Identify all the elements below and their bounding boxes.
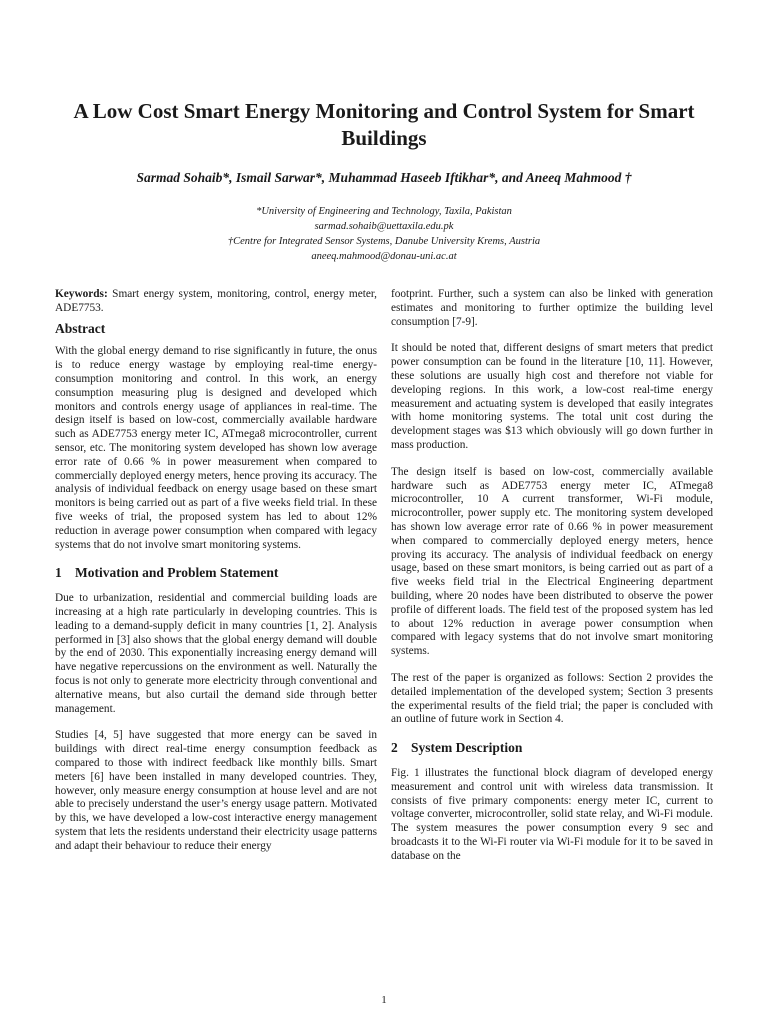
section-1-paragraph: Studies [4, 5] have suggested that more energy can be saved in buildings with direct real-time energy consumption feedback as compared to those with indirect feedback like monthly bills. Smart meters [6] have been installed in many developed countries. They, however, only measure energy consumption at house level and are not able to precisely understand the user’s energy usage pattern. Motivated by this, we have developed a low-cost interactive energy management system that lets the residents understand their electricity usage patterns and adapt their behaviour to reduce their energy (55, 729, 377, 852)
section-1-paragraph: The rest of the paper is organized as follows: Section 2 provides the detailed implementation of the developed system; Section 3 presents the experimental results of the field trial; the paper is concluded with an outline of future work in Section 4. (391, 671, 713, 726)
left-column (55, 288, 377, 866)
affiliation-2: †Centre for Integrated Sensor Systems, Danube University Krems, Austria (227, 236, 541, 247)
section-1-paragraph: It should be noted that, different designs of smart meters that predict power consumption can be found in the literature [10, 11]. However, these solutions are usually high cost and therefore not viable for developing regions. In this work, a low-cost real-time energy measurement and actuating system is developed that easily integrates with home monitoring systems. The total unit cost during the development stages was $13 which obviously will go down further in mass production. (391, 342, 713, 451)
paper-title: A Low Cost Smart Energy Monitoring and Control System for Smart Buildings (73, 99, 695, 150)
author-list: Sarmad Sohaib*, Ismail Sarwar*, Muhammad Haseeb Iftikhar*, and Aneeq Mahmood † (136, 170, 632, 185)
section-1-heading (55, 566, 377, 580)
keywords-text: Smart energy system, monitoring, control, energy meter, ADE7753. (55, 288, 377, 314)
section-2-heading (391, 741, 713, 755)
section-1-paragraph: The design itself is based on low-cost, commercially available hardware such as ADE7753 energy meter IC, ATmega8 microcontroller, 10 A current transformer, Wi-Fi module, microcontroller, power supply etc. The monitoring system developed has shown low average error rate of 0.66 % in power measurement when compared to commercially deployed energy meters, hence proving its accuracy. The analysis of individual feedback on energy usage, based on these smart monitors, is being carried out as part of a five weeks field trial in the Electrical Engineering department building, where 20 nodes have been distributed to observe the power profile of different loads. The field test of the proposed system has led to about 12% reduction in average power consumption when compared with legacy systems that do not involve smart monitoring systems. (391, 465, 713, 658)
page-number: 1 (381, 994, 387, 1006)
section-1-paragraph: footprint. Further, such a system can also be linked with generation estimates and monitoring to further optimize the building level consumption [7-9]. (391, 288, 713, 328)
keywords-label: Keywords: (55, 288, 108, 300)
keywords (55, 288, 377, 316)
affiliation-1: *University of Engineering and Technology, Taxila, Pakistan (256, 206, 512, 217)
section-1-paragraph: Due to urbanization, residential and commercial building loads are increasing at a high rate particularly in developing countries. This is leading to a demand-supply deficit in many countries [1, 2]. Analysis performed in [3] also shows that the global energy demand will double by the end of 2030. This exponentially increasing energy demand will have negative repercussions on the environment as well. Naturally the focus is not only to generate more electricity through conventional and alternative means, but also curtail the demand side through better management. (55, 592, 377, 715)
affiliation-2-email: aneeq.mahmood@donau-uni.ac.at (311, 251, 457, 262)
section-2-paragraph: Fig. 1 illustrates the functional block diagram of developed energy measurement and control unit with wireless data transmission. It consists of five primary components: energy meter IC, current to voltage converter, microcontroller, solid state relay, and Wi-Fi module. The system measures the power consumption every 9 sec and broadcasts it to the Wi-Fi router via Wi-Fi module for it to be saved in database on the (391, 766, 713, 862)
section-1-number: 1 (55, 565, 62, 581)
abstract-heading: Abstract (55, 320, 106, 336)
abstract-text: With the global energy demand to rise significantly in future, the onus is to reduce energy wastage by employing real-time energy-consumption monitoring and control. In this work, an energy consumption measuring plug is designed and developed which monitors and controls energy usage of appliances in real-time. The design itself is based on low-cost, commercially available hardware such as ADE7753 energy meter IC, ATmega8 microcontroller, current sensor, etc. The monitoring system developed has shown low average error rate of 0.66 % in power measurement when compared to commercially deployed energy meters, hence proving its accuracy. The analysis of individual feedback on energy usage based on these smart monitors is being carried out as part of a five weeks field trial. In these five weeks of trial, the proposed system has led to about 12% reduction in average power consumption when compared with legacy systems that do not involve smart monitoring systems. (55, 345, 377, 551)
right-column (391, 288, 713, 876)
section-1-title: Motivation and Problem Statement (75, 565, 279, 581)
section-2-number: 2 (391, 740, 398, 756)
section-2-title: System Description (411, 740, 523, 756)
affiliation-1-email: sarmad.sohaib@uettaxila.edu.pk (314, 221, 454, 232)
